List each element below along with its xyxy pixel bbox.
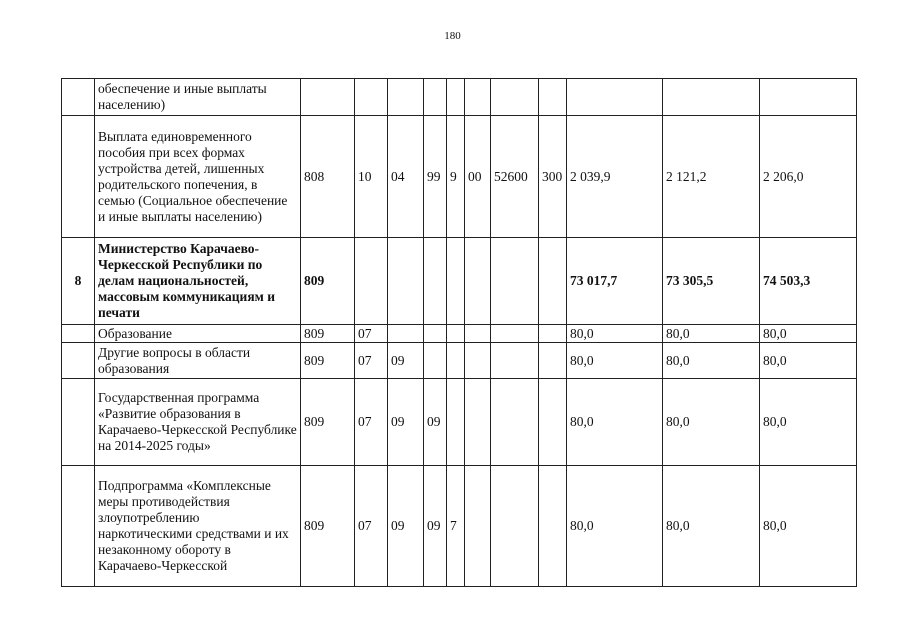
expense-type-code [539, 343, 567, 379]
subprogram-code [447, 343, 465, 379]
direction-code: 52600 [491, 116, 539, 238]
direction-code [491, 79, 539, 116]
expense-type-code [539, 466, 567, 587]
table-row [62, 466, 857, 587]
program-code [424, 79, 447, 116]
subprogram-code [447, 325, 465, 343]
event-code [465, 325, 491, 343]
event-code [465, 379, 491, 466]
subprogram-code [447, 79, 465, 116]
sum-year-3: 80,0 [760, 466, 857, 587]
subprogram-code: 9 [447, 116, 465, 238]
sum-year-3: 80,0 [760, 343, 857, 379]
row-number [62, 379, 95, 466]
program-code [424, 343, 447, 379]
row-name: обеспечение и иные выплаты населению) [95, 79, 301, 116]
section-code [355, 238, 388, 325]
sum-year-1: 80,0 [567, 466, 663, 587]
table-row [62, 325, 857, 343]
sum-year-2: 80,0 [663, 379, 760, 466]
sum-year-2: 80,0 [663, 466, 760, 587]
row-name: Подпрограмма «Комплексные меры противодействия злоупотреблению наркотическими средствами и их незаконному обороту в Карачаево-Черкесской [95, 466, 301, 587]
sum-year-1: 80,0 [567, 343, 663, 379]
program-code: 99 [424, 116, 447, 238]
program-code: 09 [424, 466, 447, 587]
direction-code [491, 343, 539, 379]
event-code: 00 [465, 116, 491, 238]
sum-year-3 [760, 79, 857, 116]
table-row [62, 116, 857, 238]
section-code: 07 [355, 343, 388, 379]
subsection-code [388, 79, 424, 116]
section-code: 07 [355, 379, 388, 466]
subsection-code: 09 [388, 379, 424, 466]
sum-year-3: 80,0 [760, 379, 857, 466]
event-code [465, 238, 491, 325]
row-name: Министерство Карачаево-Черкесской Республики по делам национальностей, массовым коммуникациям и печати [95, 238, 301, 325]
sum-year-2 [663, 79, 760, 116]
sum-year-2: 73 305,5 [663, 238, 760, 325]
program-code: 09 [424, 379, 447, 466]
page-number: 180 [444, 30, 461, 42]
sum-year-1 [567, 79, 663, 116]
row-number [62, 79, 95, 116]
row-name: Выплата единовременного пособия при всех формах устройства детей, лишенных родительского попечения, в семью (Социальное обеспечение и иные выплаты населению) [95, 116, 301, 238]
ved-code: 808 [301, 116, 355, 238]
sum-year-2: 80,0 [663, 325, 760, 343]
event-code [465, 466, 491, 587]
sum-year-3: 80,0 [760, 325, 857, 343]
expense-type-code [539, 238, 567, 325]
direction-code [491, 379, 539, 466]
budget-table [61, 78, 857, 587]
section-code: 07 [355, 466, 388, 587]
direction-code [491, 325, 539, 343]
row-name: Государственная программа «Развитие образования в Карачаево-Черкесской Республике на 2014-2025 годы» [95, 379, 301, 466]
ved-code: 809 [301, 379, 355, 466]
table-row [62, 379, 857, 466]
expense-type-code [539, 325, 567, 343]
program-code [424, 325, 447, 343]
ved-code [301, 79, 355, 116]
row-number [62, 343, 95, 379]
ved-code: 809 [301, 466, 355, 587]
sum-year-1: 2 039,9 [567, 116, 663, 238]
subprogram-code [447, 238, 465, 325]
sum-year-2: 80,0 [663, 343, 760, 379]
table-row [62, 238, 857, 325]
program-code [424, 238, 447, 325]
section-code: 07 [355, 325, 388, 343]
subsection-code: 09 [388, 466, 424, 587]
row-number: 8 [62, 238, 95, 325]
table-row [62, 79, 857, 116]
direction-code [491, 238, 539, 325]
subsection-code [388, 238, 424, 325]
sum-year-1: 73 017,7 [567, 238, 663, 325]
table-row [62, 343, 857, 379]
subsection-code: 09 [388, 343, 424, 379]
expense-type-code: 300 [539, 116, 567, 238]
sum-year-3: 2 206,0 [760, 116, 857, 238]
ved-code: 809 [301, 238, 355, 325]
row-number [62, 116, 95, 238]
sum-year-2: 2 121,2 [663, 116, 760, 238]
direction-code [491, 466, 539, 587]
ved-code: 809 [301, 343, 355, 379]
sum-year-1: 80,0 [567, 379, 663, 466]
row-name: Другие вопросы в области образования [95, 343, 301, 379]
subprogram-code: 7 [447, 466, 465, 587]
section-code: 10 [355, 116, 388, 238]
ved-code: 809 [301, 325, 355, 343]
expense-type-code [539, 379, 567, 466]
row-number [62, 466, 95, 587]
row-name: Образование [95, 325, 301, 343]
section-code [355, 79, 388, 116]
event-code [465, 79, 491, 116]
sum-year-3: 74 503,3 [760, 238, 857, 325]
subsection-code [388, 325, 424, 343]
event-code [465, 343, 491, 379]
subsection-code: 04 [388, 116, 424, 238]
expense-type-code [539, 79, 567, 116]
sum-year-1: 80,0 [567, 325, 663, 343]
subprogram-code [447, 379, 465, 466]
row-number [62, 325, 95, 343]
